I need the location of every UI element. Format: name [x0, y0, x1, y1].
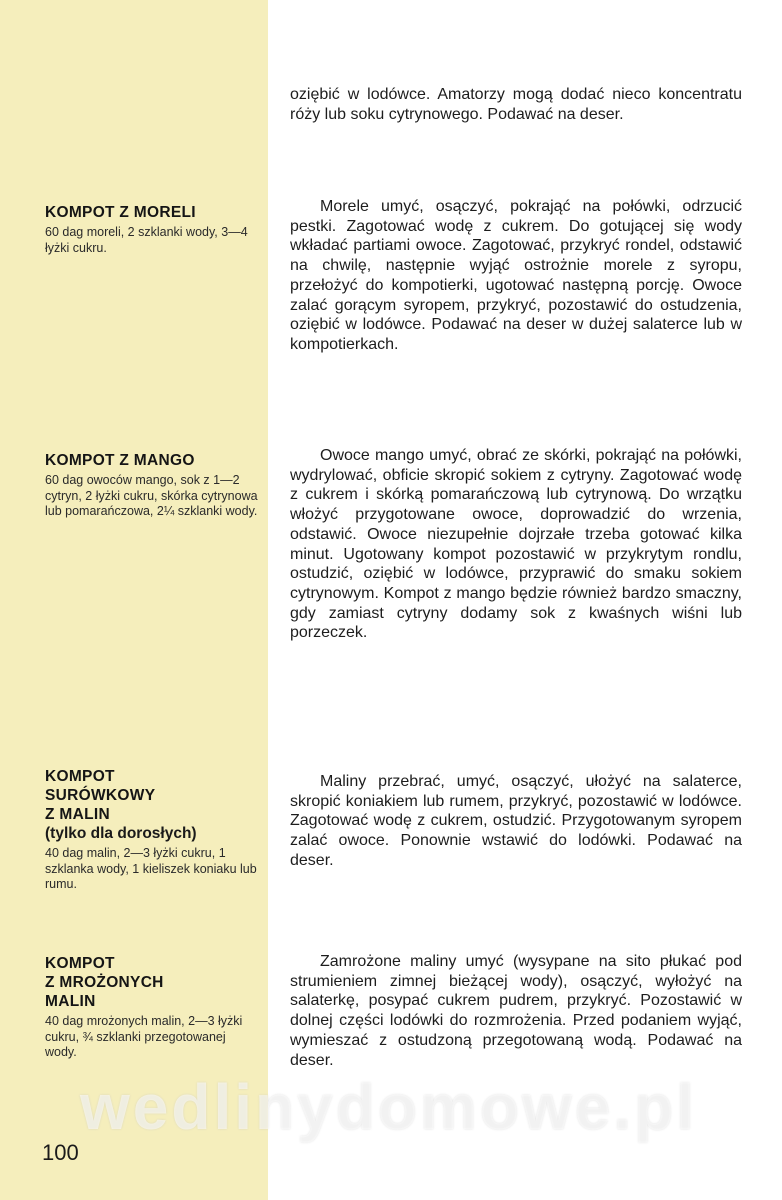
recipe-title-line: MALIN	[45, 993, 96, 1010]
recipe-title-line: SURÓWKOWY	[45, 787, 156, 804]
recipe-title-line: Z MROŻONYCH	[45, 974, 164, 991]
recipe-header-maliny-surowkowy	[45, 767, 260, 893]
recipe-ingredients: 40 dag malin, 2—3 łyżki cukru, 1 szklanka wody, 1 kieliszek koniaku lub rumu.	[45, 846, 257, 891]
page-number: 100	[42, 1140, 79, 1165]
recipe-ingredients: 60 dag moreli, 2 szklanki wody, 3—4 łyżki cukru.	[45, 225, 248, 255]
paragraph-morele: Morele umyć, osączyć, pokrająć na połówki, odrzucić pestki. Zagotować wodę z cukrem. Do gotującej się wody wkładać partiami owoce. Zagotować, przykryć rondel, odstawić na chwilę, następnie wyjąć ostrożnie morele z syropu, przełożyć do kompotierki, ugotować następną porcję. Owoce zalać gorącym syropem, przykryć, pozostawić do ostudzenia, oziębić w lodówce. Podawać na deser w dużej salaterce lub w kompotierkach.	[290, 198, 742, 353]
recipe-header-mrozone-maliny	[45, 954, 260, 1061]
recipe-title-line: KOMPOT	[45, 768, 115, 785]
paragraph-mrozone-maliny: Zamrożone maliny umyć (wysypane na sito płukać pod strumieniem zimnej bieżącej wody), osączyć, wyłożyć na salaterkę, posypać cukrem pudrem, przykryć. Pozostawić w dolnej części lodówki do rozmrożenia. Przed podaniem wyjąć, wymieszać z ostudzoną przegotowaną wodą. Podawać na deser.	[290, 953, 742, 1069]
recipe-ingredients: 40 dag mrożonych malin, 2—3 łyżki cukru, ¾ szklanki przegotowanej wody.	[45, 1014, 243, 1059]
paragraph-mango: Owoce mango umyć, obrać ze skórki, pokrająć na połówki, wydrylować, obficie skropić sokiem z cytryny. Zagotować wodę z cukrem i skórką pomarańczową lub cytrynową. Do wrzątku włożyć przygotowane owoce, doprowadzić do wrzenia, odstawić. Owoce niezupełnie dojrzałe trzeba gotować kilka minut. Ugotowany kompot pozostawić w przykrytym rondlu, ostudzić, oziębić w lodówce, przyprawić do smaku sokiem cytrynowym. Kompot z mango będzie również bardzo smaczny, gdy zamiast cytryny dodamy sok z kwaśnych wiśni lub porzeczek.	[290, 447, 742, 642]
recipe-title-line: KOMPOT	[45, 955, 115, 972]
recipe-header-morele	[45, 203, 260, 256]
paragraph-continuation: oziębić w lodówce. Amatorzy mogą dodać nieco koncentratu róży lub soku cytrynowego. Podawać na deser.	[290, 86, 742, 123]
recipe-title: KOMPOT Z MANGO	[45, 452, 195, 469]
recipe-title: KOMPOT Z MORELI	[45, 204, 196, 221]
recipe-ingredients: 60 dag owoców mango, sok z 1—2 cytryn, 2 łyżki cukru, skórka cytrynowa lub pomarańczowa, 2¼ szklanki wody.	[45, 473, 258, 518]
paragraph-maliny-surowkowy: Maliny przebrać, umyć, osączyć, ułożyć na salaterce, skropić koniakiem lub rumem, przykryć, pozostawić w lodówce. Zagotować wodę z cukrem, ostudzić. Przygotowanym syropem zalać owoce. Ponownie wstawić do lodówki. Podawać na deser.	[290, 773, 742, 869]
recipe-subtitle: (tylko dla dorosłych)	[45, 825, 197, 842]
recipe-header-mango	[45, 451, 260, 520]
recipe-title-line: Z MALIN	[45, 806, 110, 823]
watermark-text: wedlinydomowe.pl	[80, 1071, 697, 1143]
